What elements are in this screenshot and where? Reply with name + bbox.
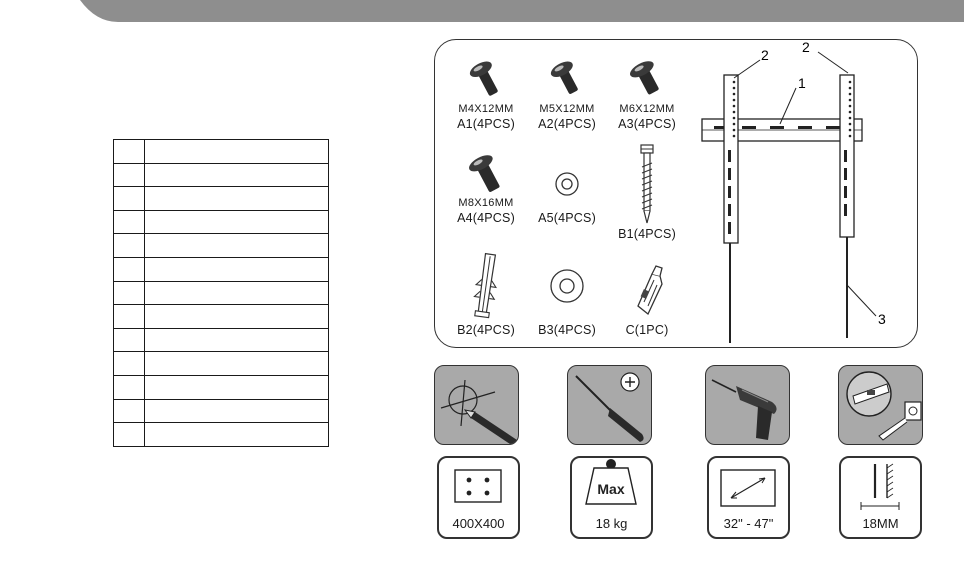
tool-measure-level bbox=[838, 365, 923, 445]
table-cell-name bbox=[145, 399, 329, 423]
table-cell-index bbox=[114, 140, 145, 164]
tool-drill bbox=[705, 365, 790, 445]
table-row bbox=[114, 234, 329, 258]
spec-vesa-value: 400X400 bbox=[452, 516, 505, 531]
table-cell-name bbox=[145, 352, 329, 376]
spec-wall-gap bbox=[839, 456, 922, 539]
hardware-item-a3 bbox=[592, 56, 702, 132]
tool-screwdriver bbox=[567, 365, 652, 445]
max-label: Max bbox=[597, 481, 625, 497]
screw-icon bbox=[627, 56, 667, 102]
hardware-qty: B1(4PCS) bbox=[618, 227, 676, 241]
table-row bbox=[114, 375, 329, 399]
table-cell-index bbox=[114, 210, 145, 234]
wall-anchor-icon bbox=[466, 250, 506, 322]
table-row bbox=[114, 305, 329, 329]
hardware-code: M8X16MM bbox=[458, 197, 514, 209]
large-washer-icon bbox=[547, 250, 587, 322]
hardware-qty: B2(4PCS) bbox=[457, 323, 515, 337]
hardware-code: M6X12MM bbox=[619, 103, 675, 115]
table-cell-name bbox=[145, 328, 329, 352]
table-cell-name bbox=[145, 257, 329, 281]
table-row bbox=[114, 210, 329, 234]
hardware-qty: A2(4PCS) bbox=[538, 117, 596, 131]
table-cell-index bbox=[114, 375, 145, 399]
spec-weight-value: 18 kg bbox=[595, 516, 628, 531]
wall-gap-icon bbox=[841, 458, 920, 518]
screw-icon bbox=[466, 56, 506, 102]
table-cell-name bbox=[145, 423, 329, 447]
safety-lock-icon bbox=[624, 250, 670, 322]
hardware-code: M5X12MM bbox=[539, 103, 595, 115]
table-row bbox=[114, 328, 329, 352]
table-cell-index bbox=[114, 328, 145, 352]
hardware-qty: C(1PC) bbox=[625, 323, 669, 337]
phillips-screwdriver-icon bbox=[568, 366, 652, 445]
spec-screen-size-value: 32" - 47" bbox=[723, 516, 774, 531]
hardware-item-b1 bbox=[592, 143, 702, 242]
table-row bbox=[114, 187, 329, 211]
hardware-item-c bbox=[592, 250, 702, 338]
power-drill-icon bbox=[706, 366, 790, 445]
spec-vesa bbox=[437, 456, 520, 539]
table-row bbox=[114, 163, 329, 187]
table-cell-name bbox=[145, 281, 329, 305]
spec-max-weight bbox=[570, 456, 653, 539]
hardware-qty: B3(4PCS) bbox=[538, 323, 596, 337]
callout-1-rail: 1 bbox=[798, 75, 806, 91]
hardware-qty: A3(4PCS) bbox=[618, 117, 676, 131]
lag-bolt-icon bbox=[627, 143, 667, 226]
table-cell-name bbox=[145, 210, 329, 234]
table-cell-index bbox=[114, 423, 145, 447]
callout-2-left: 2 bbox=[761, 47, 769, 63]
table-cell-index bbox=[114, 257, 145, 281]
table-cell-index bbox=[114, 399, 145, 423]
table-cell-index bbox=[114, 305, 145, 329]
tool-pencil bbox=[434, 365, 519, 445]
washer-icon bbox=[547, 150, 587, 196]
table-cell-index bbox=[114, 163, 145, 187]
table-row bbox=[114, 423, 329, 447]
parts-checklist-table bbox=[113, 139, 329, 447]
table-cell-index bbox=[114, 281, 145, 305]
table-row bbox=[114, 140, 329, 164]
spec-screen-size bbox=[707, 456, 790, 539]
table-cell-name bbox=[145, 140, 329, 164]
screw-icon bbox=[547, 56, 587, 102]
table-row bbox=[114, 352, 329, 376]
table-cell-index bbox=[114, 234, 145, 258]
table-cell-name bbox=[145, 375, 329, 399]
hardware-code: M4X12MM bbox=[458, 103, 514, 115]
screw-icon bbox=[466, 150, 506, 196]
wall-bracket-diagram bbox=[690, 40, 910, 345]
table-cell-name bbox=[145, 305, 329, 329]
hardware-qty: A5(4PCS) bbox=[538, 211, 596, 225]
weight-icon bbox=[572, 458, 651, 518]
pencil-mark-icon bbox=[435, 366, 519, 445]
tape-measure-level-icon bbox=[839, 366, 923, 445]
screen-size-icon bbox=[709, 458, 788, 518]
top-banner bbox=[0, 0, 964, 22]
hardware-qty: A1(4PCS) bbox=[457, 117, 515, 131]
table-row bbox=[114, 399, 329, 423]
table-cell-index bbox=[114, 187, 145, 211]
table-cell-index bbox=[114, 352, 145, 376]
table-row bbox=[114, 257, 329, 281]
callout-2-right: 2 bbox=[802, 40, 810, 55]
table-cell-name bbox=[145, 163, 329, 187]
spec-wall-gap-value: 18MM bbox=[862, 516, 899, 531]
hardware-qty: A4(4PCS) bbox=[457, 211, 515, 225]
table-row bbox=[114, 281, 329, 305]
table-cell-name bbox=[145, 234, 329, 258]
table-cell-name bbox=[145, 187, 329, 211]
vesa-pattern-icon bbox=[439, 458, 518, 518]
callout-3-cable: 3 bbox=[878, 311, 886, 327]
